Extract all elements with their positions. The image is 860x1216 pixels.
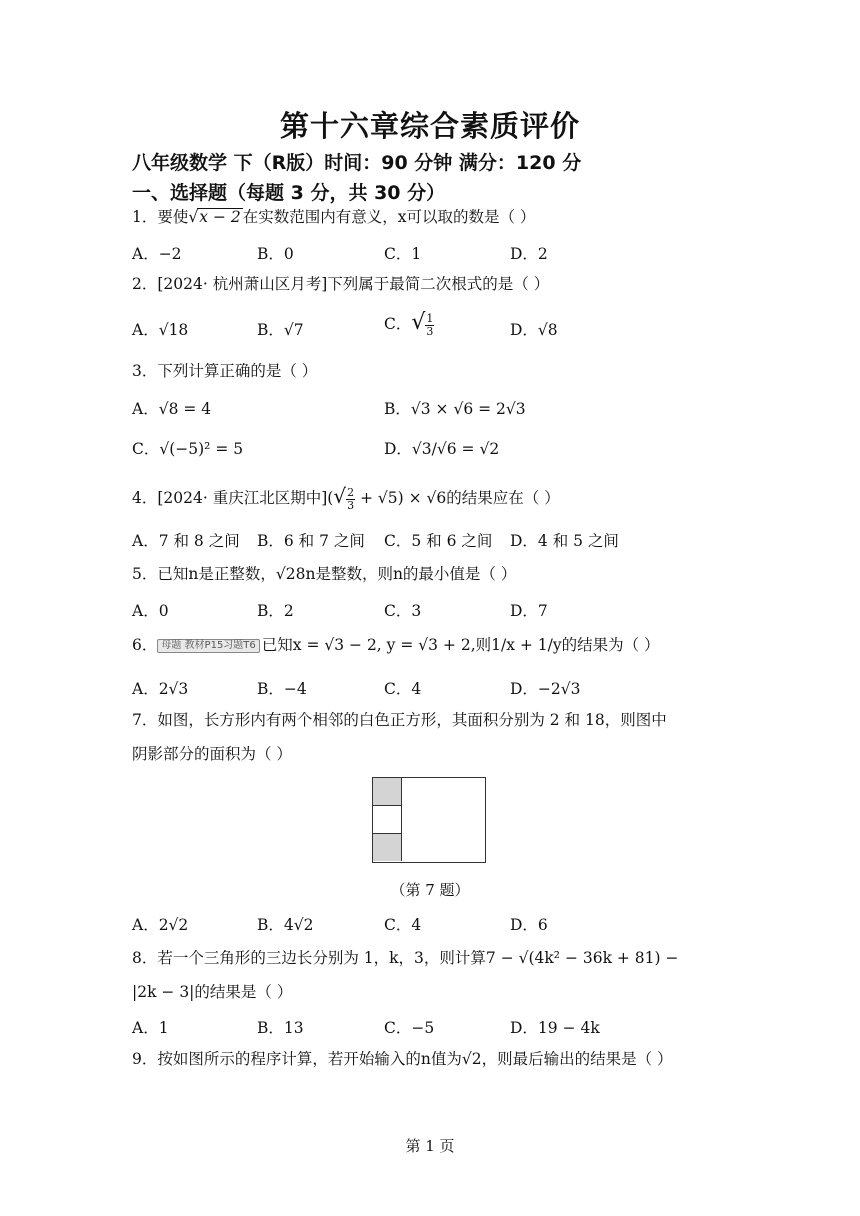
question-stem: 已知x = √3 − 2, y = √3 + 2,则1/x + 1/y的结果为（ ） [261, 636, 660, 654]
option-a[interactable]: A．−2 [132, 245, 182, 263]
option-d[interactable]: D．2 [510, 245, 548, 263]
question-6 [132, 636, 660, 655]
question-stem: [2024· 杭州萧山区月考]下列属于最简二次根式的是（ ） [157, 275, 550, 293]
question-stem: 要使 [157, 208, 189, 226]
question-7-cont: 阴影部分的面积为（ ） [132, 745, 292, 763]
option-c[interactable]: C．4 [384, 916, 422, 934]
option-d[interactable]: D．4 和 5 之间 [510, 532, 619, 550]
option-c[interactable]: C．√ $\frac{1}{3}$ [384, 310, 434, 338]
fraction: $\frac{1}{3}$ [426, 311, 434, 338]
option-d[interactable]: D．√8 [510, 321, 558, 339]
question-stem: + √5) × √6的结果应在（ ） [355, 489, 560, 507]
option-c[interactable]: C．√(−5)² = 5 [132, 440, 244, 458]
option-c[interactable]: C．3 [384, 602, 422, 620]
question-stem: 如图，长方形内有两个相邻的白色正方形，其面积分别为 2 和 18，则图中 [157, 711, 667, 729]
fraction: $\frac{2}{3}$ [347, 485, 355, 512]
question-stem: 按如图所示的程序计算，若开始输入的n值为√2，则最后输出的结果是（ ） [157, 1050, 673, 1068]
option-a[interactable]: A．√18 [132, 321, 189, 339]
option-b[interactable]: B．13 [257, 1019, 304, 1037]
option-b[interactable]: B．2 [257, 602, 294, 620]
option-c[interactable]: C．5 和 6 之间 [384, 532, 493, 550]
question-3 [132, 362, 317, 381]
option-d[interactable]: D．√3/√6 = √2 [384, 440, 500, 458]
option-a[interactable]: A．√8 = 4 [132, 400, 212, 418]
question-8-cont: |2k − 3|的结果是（ ） [132, 983, 293, 1001]
option-d[interactable]: D．6 [510, 916, 548, 934]
question-number: 4． [132, 489, 158, 507]
option-d[interactable]: D．19 − 4k [510, 1019, 600, 1037]
sqrt-icon: √ [333, 484, 347, 508]
question-8 [132, 949, 679, 968]
radicand: x − 2 [199, 208, 241, 226]
option-a[interactable]: A．2√2 [132, 916, 189, 934]
option-c[interactable]: C．−5 [384, 1019, 435, 1037]
question-1 [132, 208, 535, 227]
option-a[interactable]: A．2√3 [132, 680, 189, 698]
option-a[interactable]: A．1 [132, 1019, 169, 1037]
option-c[interactable]: C．4 [384, 680, 422, 698]
option-b[interactable]: B．√3 × √6 = 2√3 [384, 400, 526, 418]
option-b[interactable]: B．6 和 7 之间 [257, 532, 365, 550]
option-b[interactable]: B．4√2 [257, 916, 314, 934]
question-number: 3． [132, 362, 158, 380]
question-9 [132, 1050, 673, 1069]
question-stem: 若一个三角形的三边长分别为 1，k，3，则计算7 − √(4k² − 36k + 81) − [157, 949, 679, 967]
page-title: 第十六章综合素质评价 [279, 109, 580, 143]
option-b[interactable]: B．−4 [257, 680, 307, 698]
section-heading: 一、选择题（每题 3 分，共 30 分） [132, 182, 446, 204]
exam-info: 八年级数学 下（R版）时间：90 分钟 满分：120 分 [132, 152, 582, 174]
question-number: 1． [132, 208, 158, 226]
question-number: 7． [132, 711, 158, 729]
option-a[interactable]: A．7 和 8 之间 [132, 532, 240, 550]
question-number: 6． [132, 636, 158, 654]
option-d[interactable]: D．7 [510, 602, 548, 620]
question-number: 5． [132, 565, 158, 583]
white-square [373, 806, 402, 834]
shaded-region [373, 778, 402, 806]
question-number: 9． [132, 1050, 158, 1068]
option-b[interactable]: B．√7 [257, 321, 304, 339]
option-b[interactable]: B．0 [257, 245, 294, 263]
option-a[interactable]: A．0 [132, 602, 169, 620]
sqrt-icon: √ [188, 208, 199, 226]
question-stem: 已知n是正整数，√28n是整数，则n的最小值是（ ） [157, 565, 517, 583]
option-c[interactable]: C．1 [384, 245, 422, 263]
option-d[interactable]: D．−2√3 [510, 680, 581, 698]
question-stem: 在实数范围内有意义，x可以取的数是（ ） [242, 208, 536, 226]
shaded-region [373, 834, 402, 861]
question-5 [132, 565, 516, 584]
question-2 [132, 275, 549, 294]
figure-caption: （第 7 题） [390, 881, 470, 899]
question-stem: 下列计算正确的是（ ） [157, 362, 318, 380]
page-number: 第 1 页 [405, 1137, 455, 1155]
question-7 [132, 711, 667, 730]
question-number: 8． [132, 949, 158, 967]
sqrt-icon: √ [411, 310, 426, 335]
question-number: 2． [132, 275, 158, 293]
source-badge: 母题 教材P15习题T6 [157, 639, 259, 653]
rectangle-figure [372, 777, 486, 863]
question-4 [132, 484, 560, 511]
question-stem: [2024· 重庆江北区期中]( [157, 489, 334, 507]
